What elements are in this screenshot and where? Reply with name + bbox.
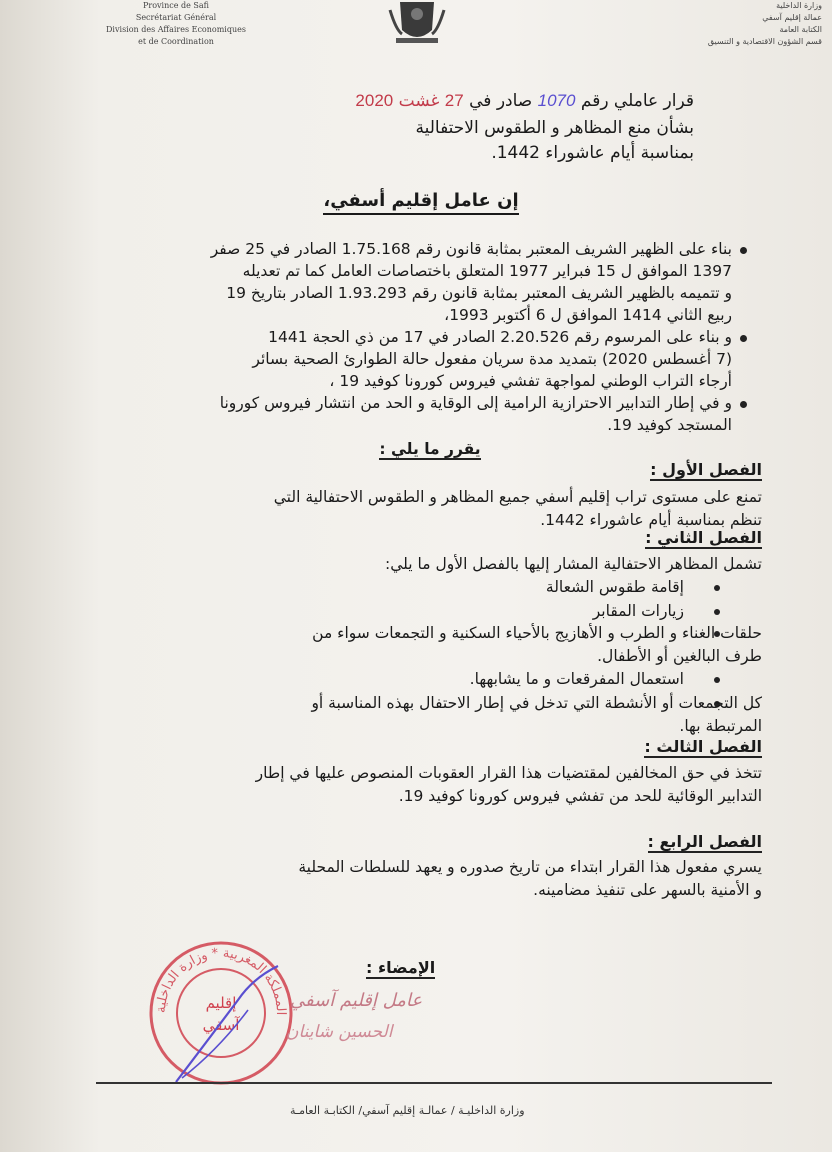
section-1-title: الفصل الأول :	[650, 460, 762, 479]
bullet-icon	[740, 401, 747, 408]
bullet-icon	[714, 585, 720, 591]
list-item: كل التجمعات أو الأنشطة التي تدخل في إطار الاحتفال بهذه المناسبة أو المرتبطة بها.	[311, 694, 762, 735]
header-arabic-line: وزارة الداخلية	[776, 1, 822, 10]
list-item: إقامة طقوس الشعالة	[545, 578, 684, 596]
header-arabic-block	[672, 0, 822, 48]
signature-stroke-icon	[168, 960, 288, 1090]
header-french-line: Province de Safi	[143, 1, 209, 10]
list-item: حلقات الغناء و الطرب و الأهازيج بالأحياء السكنية و التجمعات سواء من طرف البالغين أو الأطفال.	[312, 624, 762, 665]
header-arabic-line: قسم الشؤون الاقتصادية و التنسيق	[707, 37, 822, 46]
header-french-line: et de Coordination	[138, 37, 214, 46]
list-item: استعمال المفرقعات و ما يشابهها.	[469, 670, 684, 688]
footer-divider	[96, 1082, 772, 1084]
signature-label: الإمضاء :	[366, 958, 436, 977]
section-3-title: الفصل الثالث :	[644, 737, 762, 756]
decree-title-line	[134, 90, 694, 112]
section-2-title: الفصل الثاني :	[645, 528, 762, 547]
bullet-icon	[740, 335, 747, 342]
decree-number: 1070	[537, 91, 576, 110]
decree-month: غشت	[398, 91, 440, 110]
decree-issued: صادر في	[469, 91, 533, 111]
stamp-center-line: إقليم	[205, 994, 237, 1012]
signature-title: عامل إقليم آسفي	[290, 990, 423, 1011]
preamble-item: و بناء على المرسوم رقم 2.20.526 الصادر في 17 من ذي الحجة 1441 (7 أغسطس 2020) بتمديد مدة سريان مفعول حالة الطوارئ الصحية بسائر أرجاء التراب الوطني لمواجهة تفشي فيروس كورونا كوفيد 19 ،	[252, 328, 732, 390]
section-1-text: تمنع على مستوى تراب إقليم أسفي جميع المظاهر و الطقوس الاحتفالية التي تنظم بمناسبة أيام عاشوراء 1442.	[273, 488, 762, 529]
header-french-line: Division des Affaires Economiques	[106, 25, 246, 34]
bullet-icon	[740, 247, 747, 254]
stamp-ring-text: المملكة المغربية * وزارة الداخلية	[153, 945, 289, 1016]
list-item: زيارات المقابر	[592, 602, 684, 620]
header-arabic-line: عمالة إقليم آسفي	[762, 13, 822, 22]
decree-subject: بشأن منع المظاهر و الطقوس الاحتفالية	[415, 118, 694, 138]
section-4-text: يسري مفعول هذا القرار ابتداء من تاريخ صدوره و يعهد للسلطات المحلية و الأمنية بالسهر على تنفيذ مضامينه.	[298, 858, 762, 899]
bullet-icon	[714, 677, 720, 683]
preamble-item: و في إطار التدابير الاحترازية الرامية إلى الوقاية و الحد من انتشار فيروس كورونا المستجد كوفيد 19.	[219, 394, 732, 434]
section-4-title: الفصل الرابع :	[647, 832, 762, 851]
decree-prefix: قرار عاملي رقم	[580, 91, 694, 111]
section-3-text: تتخذ في حق المخالفين لمقتضيات هذا القرار العقوبات المنصوص عليها في إطار التدابير الوقائية للحد من تفشي فيروس كورونا كوفيد 19.	[255, 764, 762, 805]
governor-heading: إن عامل إقليم أسفي،	[316, 190, 526, 211]
header-french-block	[86, 0, 266, 48]
signatory-name: الحسين شاينان	[286, 1022, 393, 1042]
preamble-item: بناء على الظهير الشريف المعتبر بمثابة قانون رقم 1.75.168 الصادر في 25 صفر 1397 الموافق ل 15 فبراير 1977 المتعلق باختصاصات العامل كما تم تعديله و تتميمه بالظهير الشريف المعتبر بمثابة قانون رقم 1.93.293 الصادر بتاريخ 19 ربيع الثاني 1414 الموافق ل 6 أكتوبر 1993،	[210, 240, 732, 324]
royal-emblem-icon	[386, 0, 448, 46]
decree-year: 2020	[355, 91, 394, 110]
stamp-center-line: آسفي	[202, 1016, 240, 1034]
decides-heading: يقرر ما يلي :	[379, 440, 481, 458]
decree-day: 27	[444, 91, 464, 110]
header-arabic-line: الكتابة العامة	[779, 25, 822, 34]
bullet-icon	[714, 609, 720, 615]
section-2-intro: تشمل المظاهر الاحتفالية المشار إليها بالفصل الأول ما يلي:	[385, 555, 762, 573]
header-french-line: Secrétariat Général	[135, 13, 217, 22]
footer-text: وزارة الداخليـة / عمالـة إقليم آسفي/ الكتابـة العامـة	[290, 1104, 525, 1117]
decree-occasion: بمناسبة أيام عاشوراء 1442.	[491, 143, 694, 163]
